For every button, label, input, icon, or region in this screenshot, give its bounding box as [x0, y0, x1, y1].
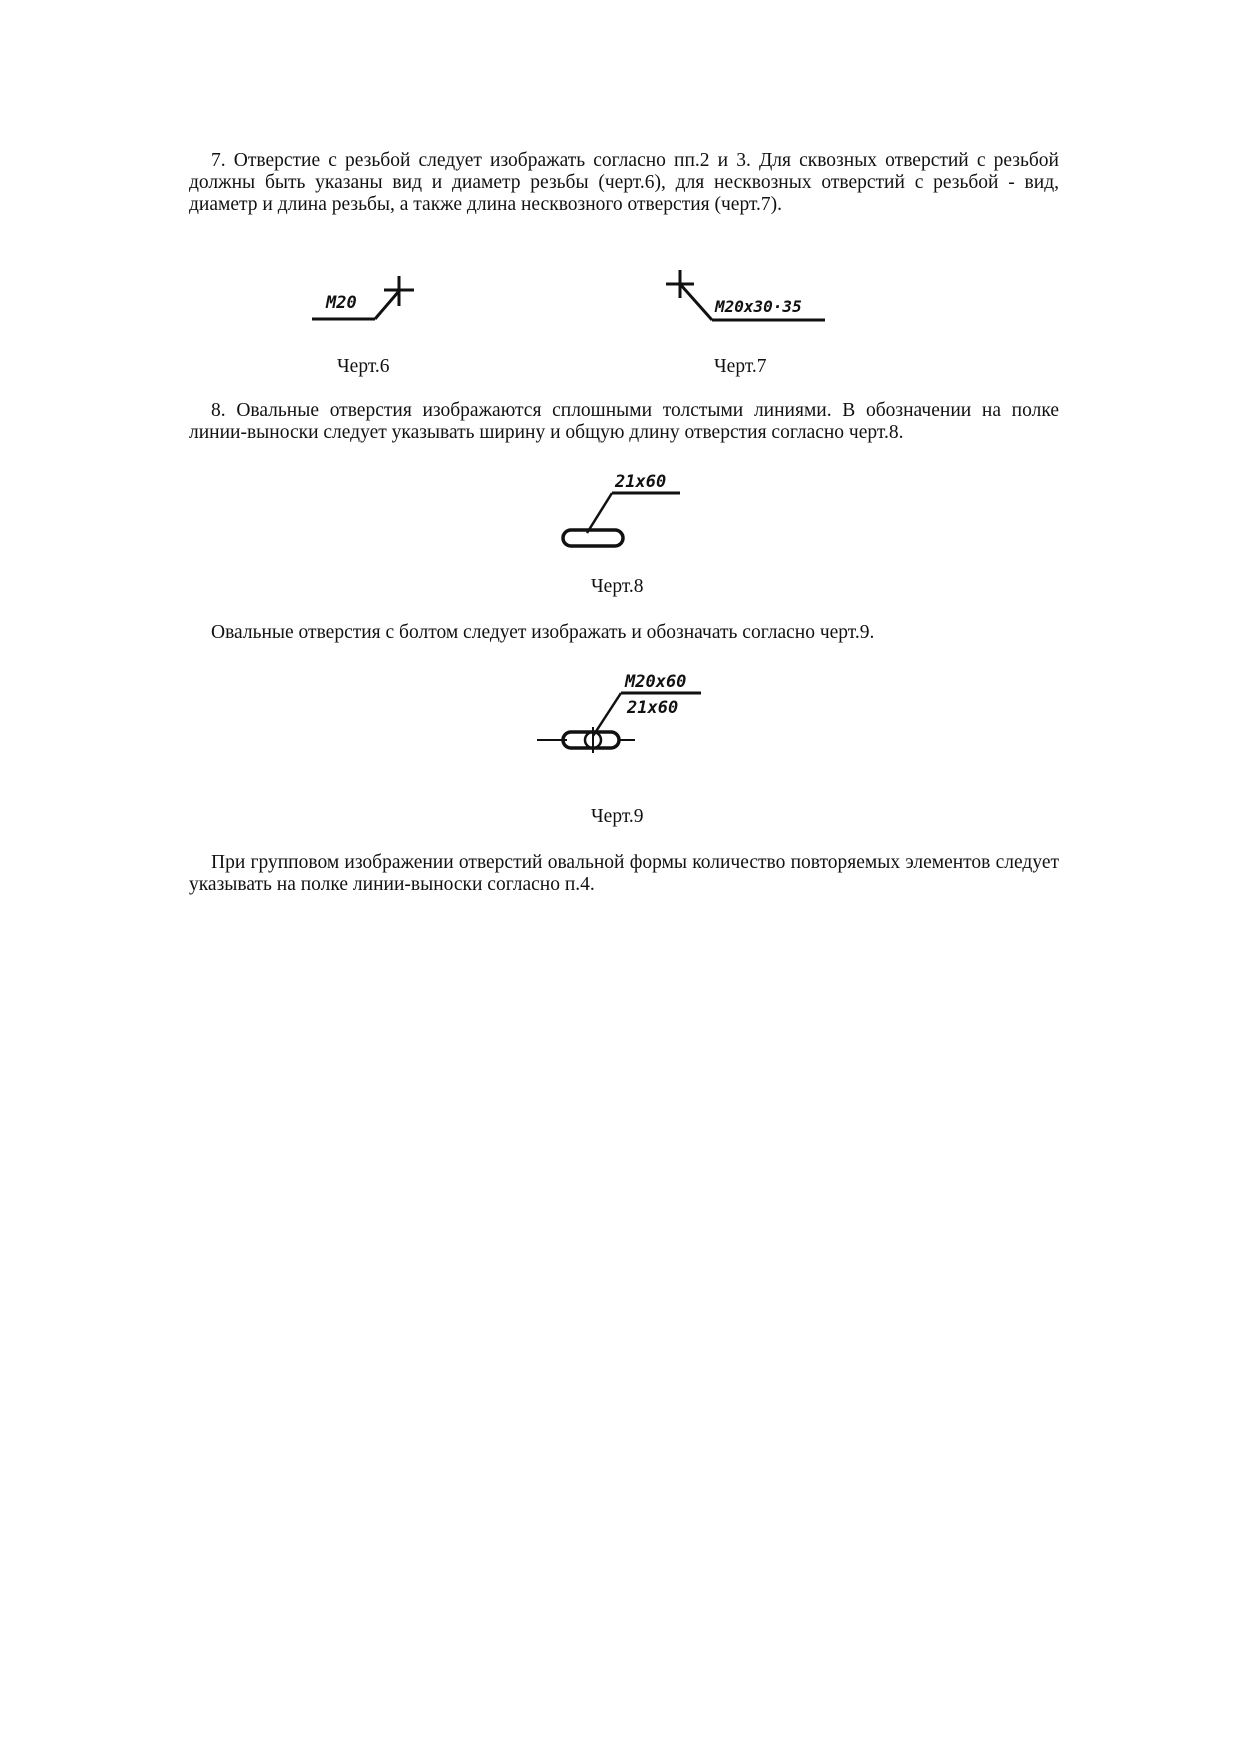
- figure-9-caption: Черт.9: [591, 806, 644, 827]
- paragraph-10: При групповом изображении отверстий овальной формы количество повторяемых элементов следует указывать на полке линии-выноски согласно п.4.: [189, 852, 1059, 895]
- figure-8-caption: Черт.8: [591, 576, 644, 597]
- fig9-label-bottom: 21х60: [627, 698, 679, 718]
- fig8-label: 21х60: [615, 472, 667, 492]
- fig7-leader-line: [680, 284, 712, 320]
- figure-6-caption: Черт.6: [337, 356, 390, 377]
- fig7-label: М20х30·35: [715, 297, 802, 316]
- fig8-oval-hole: [563, 530, 623, 546]
- fig6-leader-line: [375, 291, 399, 319]
- paragraph-9: Овальные отверстия с болтом следует изображать и обозначать согласно черт.9.: [211, 622, 875, 643]
- figure-7-caption: Черт.7: [714, 356, 767, 377]
- figure-6-drawing: [300, 268, 430, 328]
- fig8-leader-line: [587, 493, 612, 533]
- paragraph-7: 7. Отверстие с резьбой следует изображать согласно пп.2 и 3. Для сквозных отверстий с резьбой должны быть указаны вид и диаметр резьбы (черт.6), для несквозных отверстий с резьбой - вид, диаметр и длина резьбы, а также длина несквозного отверстия (черт.7).: [189, 150, 1059, 215]
- figure-8-drawing: [555, 465, 685, 555]
- fig9-label-top: М20х60: [625, 672, 687, 692]
- figure-9-drawing: [535, 665, 710, 765]
- paragraph-8: 8. Овальные отверстия изображаются сплошными толстыми линиями. В обозначении на полке линии-выноски следует указывать ширину и общую длину отверстия согласно черт.8.: [189, 400, 1059, 443]
- fig6-label: М20: [326, 293, 357, 313]
- fig9-oval-hole: [563, 732, 619, 748]
- fig9-leader-line: [593, 693, 621, 736]
- figure-7-drawing: [660, 268, 830, 328]
